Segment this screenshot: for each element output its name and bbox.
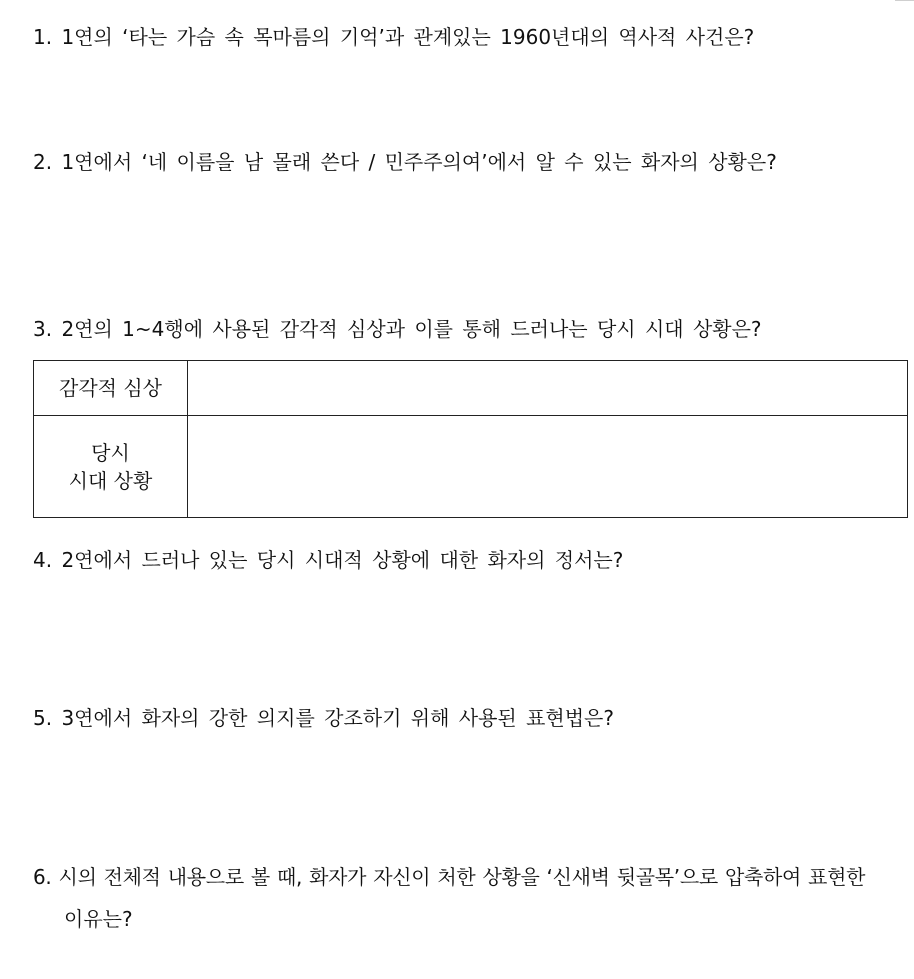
question-number: 1.: [33, 25, 53, 49]
question-6: [33, 865, 865, 889]
question-text: 2연의 1~4행에 사용된 감각적 심상과 이를 통해 드러나는 당시 시대 상황은?: [61, 317, 762, 341]
question-3: [33, 317, 762, 341]
question-text: 시의 전체적 내용으로 볼 때, 화자가 자신이 처한 상황을 ‘신새벽 뒷골목’으로 압축하여 표현한: [58, 865, 866, 889]
question-number: 2.: [33, 150, 53, 174]
question-text: 1연에서 ‘네 이름을 남 몰래 쓴다 / 민주주의여’에서 알 수 있는 화자의 상황은?: [61, 150, 777, 174]
label-text: 감각적 심상: [59, 376, 162, 401]
question-text: 2연에서 드러나 있는 당시 시대적 상황에 대한 화자의 정서는?: [61, 548, 624, 572]
question-text: 1연의 ‘타는 가슴 속 목마름의 기억’과 관계있는 1960년대의 역사적 사건은?: [61, 25, 755, 49]
answer-table: [33, 360, 908, 518]
question-4: [33, 548, 623, 572]
question-number: 4.: [33, 548, 53, 572]
label-cell-sensory-imagery: [34, 361, 188, 416]
label-cell-era-situation: [34, 416, 188, 518]
answer-cell-era-situation[interactable]: [188, 416, 908, 518]
answer-cell-sensory-imagery[interactable]: [188, 361, 908, 416]
table-row: [34, 361, 908, 416]
question-6-continuation: 이유는?: [64, 907, 133, 931]
question-5: [33, 706, 614, 730]
label-text: 시대 상황: [68, 468, 153, 493]
question-number: 5.: [33, 706, 53, 730]
label-text: 당시: [91, 440, 130, 465]
page-edge-mark: [895, 0, 914, 1]
table-row: [34, 416, 908, 518]
question-number: 3.: [33, 317, 53, 341]
question-1: [33, 25, 754, 49]
question-number: 6.: [33, 865, 52, 889]
question-text: 3연에서 화자의 강한 의지를 강조하기 위해 사용된 표현법은?: [61, 706, 614, 730]
question-2: [33, 150, 777, 174]
